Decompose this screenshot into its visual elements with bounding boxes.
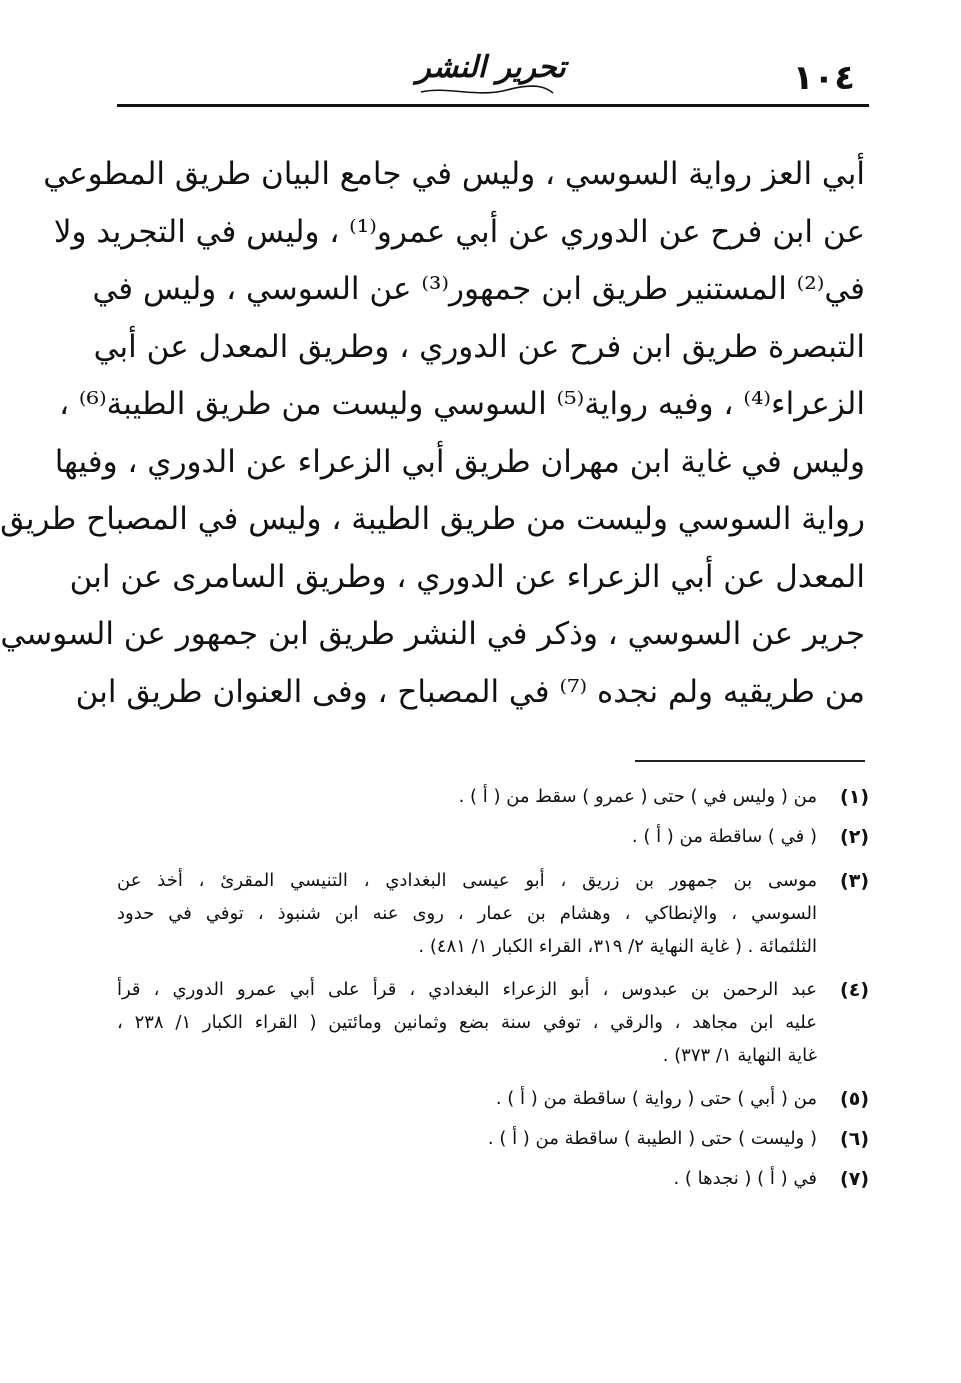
text-line: أبي العز رواية السوسي ، وليس في جامع البيان طريق المطوعي — [43, 156, 865, 192]
footnote-text: من ( أبي ) حتى ( رواية ) ساقطة من ( أ ) . — [495, 1088, 817, 1109]
footnotes — [117, 780, 869, 1196]
header-rule — [117, 104, 869, 107]
text-line: المعدل عن أبي الزعراء عن الدوري ، وطريق السامرى عن ابن — [69, 558, 865, 595]
footnote-number: (٥) — [840, 1088, 869, 1110]
footnote-text: عبد الرحمن بن عبدوس ، أبو الزعراء البغدادي ، قرأ على أبي عمرو الدوري ، قرأ — [117, 979, 817, 1000]
footnote-number: (٧) — [840, 1168, 869, 1190]
footnote-text: من ( وليس في ) حتى ( عمرو ) سقط من ( أ ) . — [458, 786, 817, 807]
footnote-number: (١) — [840, 786, 869, 808]
footnote-text: عليه ابن مجاهد ، والرقي ، توفي سنة بضع وثمانين ومائتين ( القراء الكبار ١/ ٢٣٨ ، — [117, 1012, 817, 1033]
text-line: وليس في غاية ابن مهران طريق أبي الزعراء عن الدوري ، وفيها — [54, 443, 865, 480]
footnote-1 — [117, 780, 869, 814]
footnote-text: موسى بن جمهور بن زريق ، أبو عيسى البغدادي ، التنيسي المقرئ ، أخذ عن — [117, 870, 817, 891]
footnote-text: في ( أ ) ( نجدها ) . — [673, 1168, 817, 1189]
footnote-7 — [117, 1162, 869, 1196]
title-flourish-ornament — [417, 84, 557, 98]
footnote-separator — [635, 760, 865, 762]
footnote-5 — [117, 1082, 869, 1116]
footnote-3 — [117, 864, 869, 963]
footnote-text: ( وليست ) حتى ( الطيبة ) ساقطة من ( أ ) . — [487, 1128, 817, 1149]
main-text — [0, 146, 865, 721]
text-line: في⁽²⁾ المستنير طريق ابن جمهور⁽³⁾ عن السوسي ، وليس في — [92, 271, 865, 307]
running-title: تحرير النشر — [416, 50, 566, 85]
text-line: من طريقيه ولم نجده ⁽⁷⁾ في المصباح ، وفى العنوان طريق ابن — [75, 673, 865, 710]
footnote-text: غاية النهاية ١/ ٣٧٣) . — [662, 1045, 817, 1066]
text-line: جرير عن السوسي ، وذكر في النشر طريق ابن جمهور عن السوسي — [0, 616, 865, 652]
page-header — [117, 50, 865, 104]
text-line: التبصرة طريق ابن فرح عن الدوري ، وطريق المعدل عن أبي — [93, 328, 865, 365]
footnote-number: (٣) — [840, 870, 869, 892]
page-number: ١٠٤ — [792, 58, 855, 98]
text-line: عن ابن فرح عن الدوري عن أبي عمرو⁽¹⁾ ، وليس في التجريد ولا — [53, 213, 865, 250]
footnote-4 — [117, 973, 869, 1072]
footnote-number: (٦) — [840, 1128, 869, 1150]
text-line: رواية السوسي وليست من طريق الطيبة ، وليس في المصباح طريق — [0, 501, 865, 537]
footnote-6 — [117, 1122, 869, 1156]
footnote-2 — [117, 820, 869, 854]
footnote-text: ( في ) ساقطة من ( أ ) . — [631, 826, 817, 847]
footnote-number: (٤) — [840, 979, 869, 1001]
footnote-number: (٢) — [840, 826, 869, 848]
footnote-text: السوسي ، والإنطاكي ، وهشام بن عمار ، روى عنه ابن شنبوذ ، توفي في حدود — [117, 903, 817, 924]
text-line: الزعراء⁽⁴⁾ ، وفيه رواية⁽⁵⁾ السوسي وليست من طريق الطيبة⁽⁶⁾ ، — [59, 386, 865, 422]
footnote-text: الثلثمائة . ( غاية النهاية ٢/ ٣١٩، القراء الكبار ١/ ٤٨١) . — [418, 936, 817, 957]
